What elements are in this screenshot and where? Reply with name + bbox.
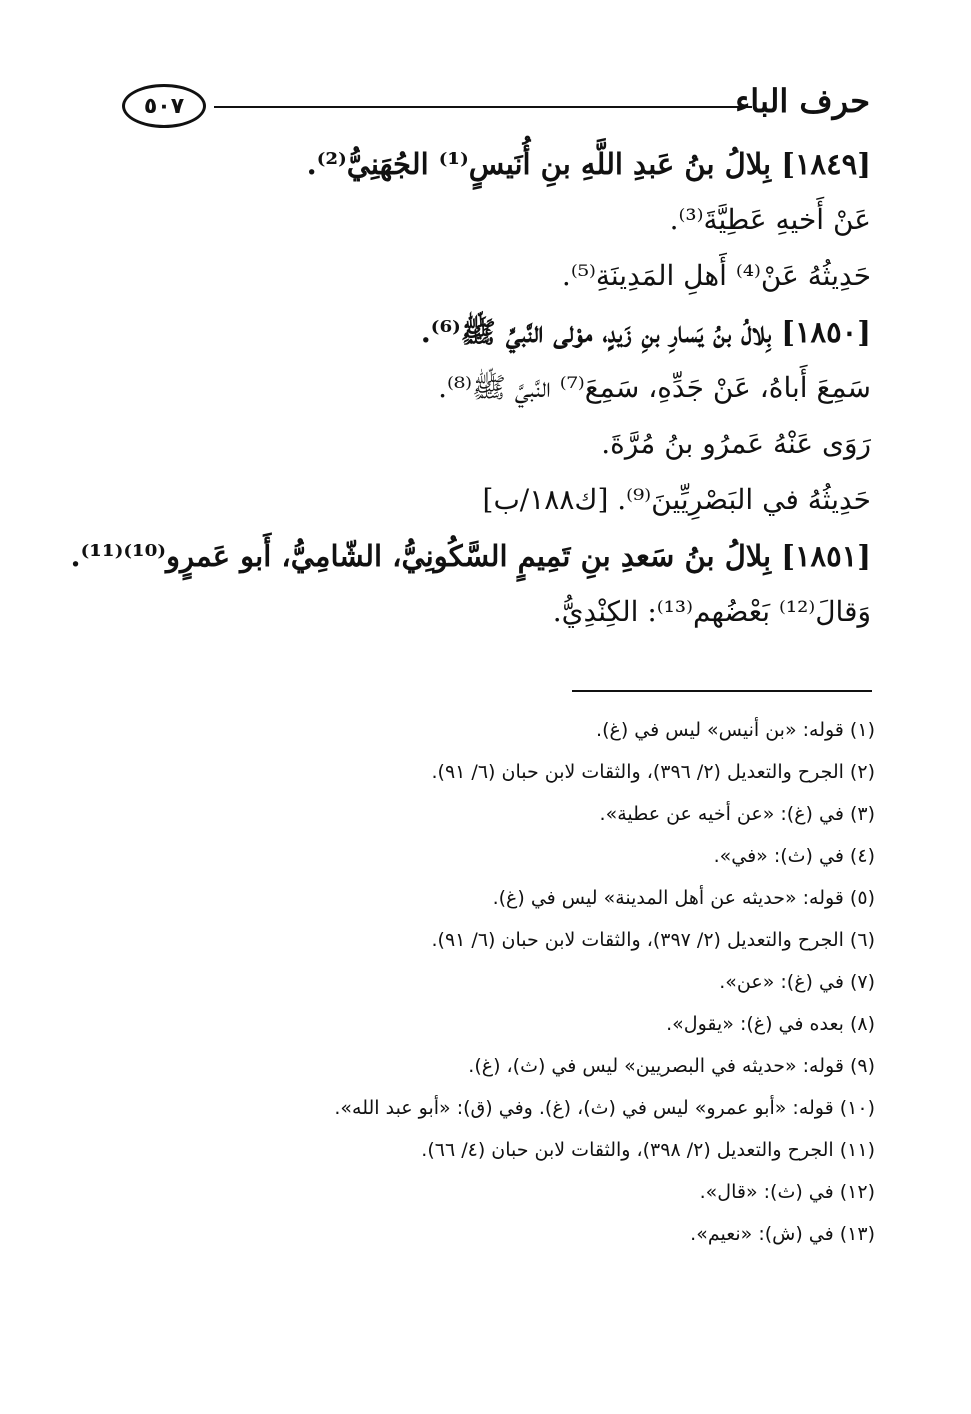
footnote: (١٢) في (ث): «قال». bbox=[699, 1181, 875, 1203]
footnote: (٥) قوله: «حديثه عن أهل المدينة» ليس في (غ). bbox=[492, 887, 875, 909]
entry-heading: [١٨٤٩] بِلالُ بنُ عَبدِ اللَّهِ بنِ أُنَيسٍ⁽¹⁾ الجُهَنِيُّ⁽²⁾. bbox=[306, 147, 871, 181]
footnote-separator bbox=[572, 690, 872, 692]
footnote: (١٣) في (ش): «نعيم». bbox=[690, 1223, 875, 1245]
page-number-badge: ٥٠٧ bbox=[122, 84, 206, 128]
footnote: (٢) الجرح والتعديل (٢/ ٣٩٦)، والثقات لابن حبان (٦/ ٩١). bbox=[431, 761, 875, 783]
header-rule bbox=[214, 106, 752, 108]
entry-line: رَوَى عَنْهُ عَمرُو بنُ مُرَّةَ. bbox=[601, 427, 871, 460]
footnote: (١٠) قوله: «أبو عمرو» ليس في (ث)، (غ). وفي (ق): «أبو عبد الله». bbox=[334, 1097, 875, 1119]
footnote: (٧) في (غ): «عن». bbox=[719, 971, 875, 993]
entry-line: حَدِيثُهُ في البَصْرِيِّينَ⁽⁹⁾. [ك١٨٨/ب] bbox=[482, 483, 871, 516]
entry-line: حَدِيثُهُ عَنْ⁽⁴⁾ أَهلِ المَدِينَةِ⁽⁵⁾. bbox=[561, 259, 871, 292]
entry-line: سَمِعَ أَباهُ، عَنْ جَدِّهِ، سَمِعَ⁽⁷⁾ النَّبيَّ ﷺ⁽⁸⁾. bbox=[438, 371, 871, 404]
entry-heading: [١٨٥١] بِلالُ بنُ سَعدِ بنِ تَمِيمٍ السَّكُونِيُّ، الشّامِيُّ، أَبو عَمرٍو⁽¹⁰⁾⁽¹¹⁾. bbox=[70, 539, 871, 573]
entry-line: وَقالَ⁽¹²⁾ بَعْضُهم⁽¹³⁾: الكِنْدِيُّ. bbox=[552, 595, 871, 628]
footnote: (٨) بعده في (غ): «يقول». bbox=[666, 1013, 875, 1035]
footnote: (١) قوله: «بن أنيس» ليس في (غ). bbox=[596, 719, 875, 741]
footnote: (١١) الجرح والتعديل (٢/ ٣٩٨)، والثقات لابن حبان (٤/ ٦٦). bbox=[421, 1139, 875, 1161]
footnote: (٤) في (ث): «في». bbox=[713, 845, 875, 867]
chapter-title: حرف الباء bbox=[735, 82, 870, 120]
footnote: (٣) في (غ): «عن أخيه عن عطية». bbox=[599, 803, 875, 825]
footnote: (٦) الجرح والتعديل (٢/ ٣٩٧)، والثقات لابن حبان (٦/ ٩١). bbox=[431, 929, 875, 951]
footnote: (٩) قوله: «حديثه في البصريين» ليس في (ث)، (غ). bbox=[468, 1055, 875, 1077]
page-header bbox=[122, 82, 870, 140]
entry-heading: [١٨٥٠] بِلالُ بنُ يَسارِ بنِ زَيدٍ، موْلى النَّبيِّ ﷺ⁽⁶⁾. bbox=[420, 315, 871, 349]
entry-line: عَنْ أَخيهِ عَطِيَّةَ⁽³⁾. bbox=[669, 203, 871, 236]
